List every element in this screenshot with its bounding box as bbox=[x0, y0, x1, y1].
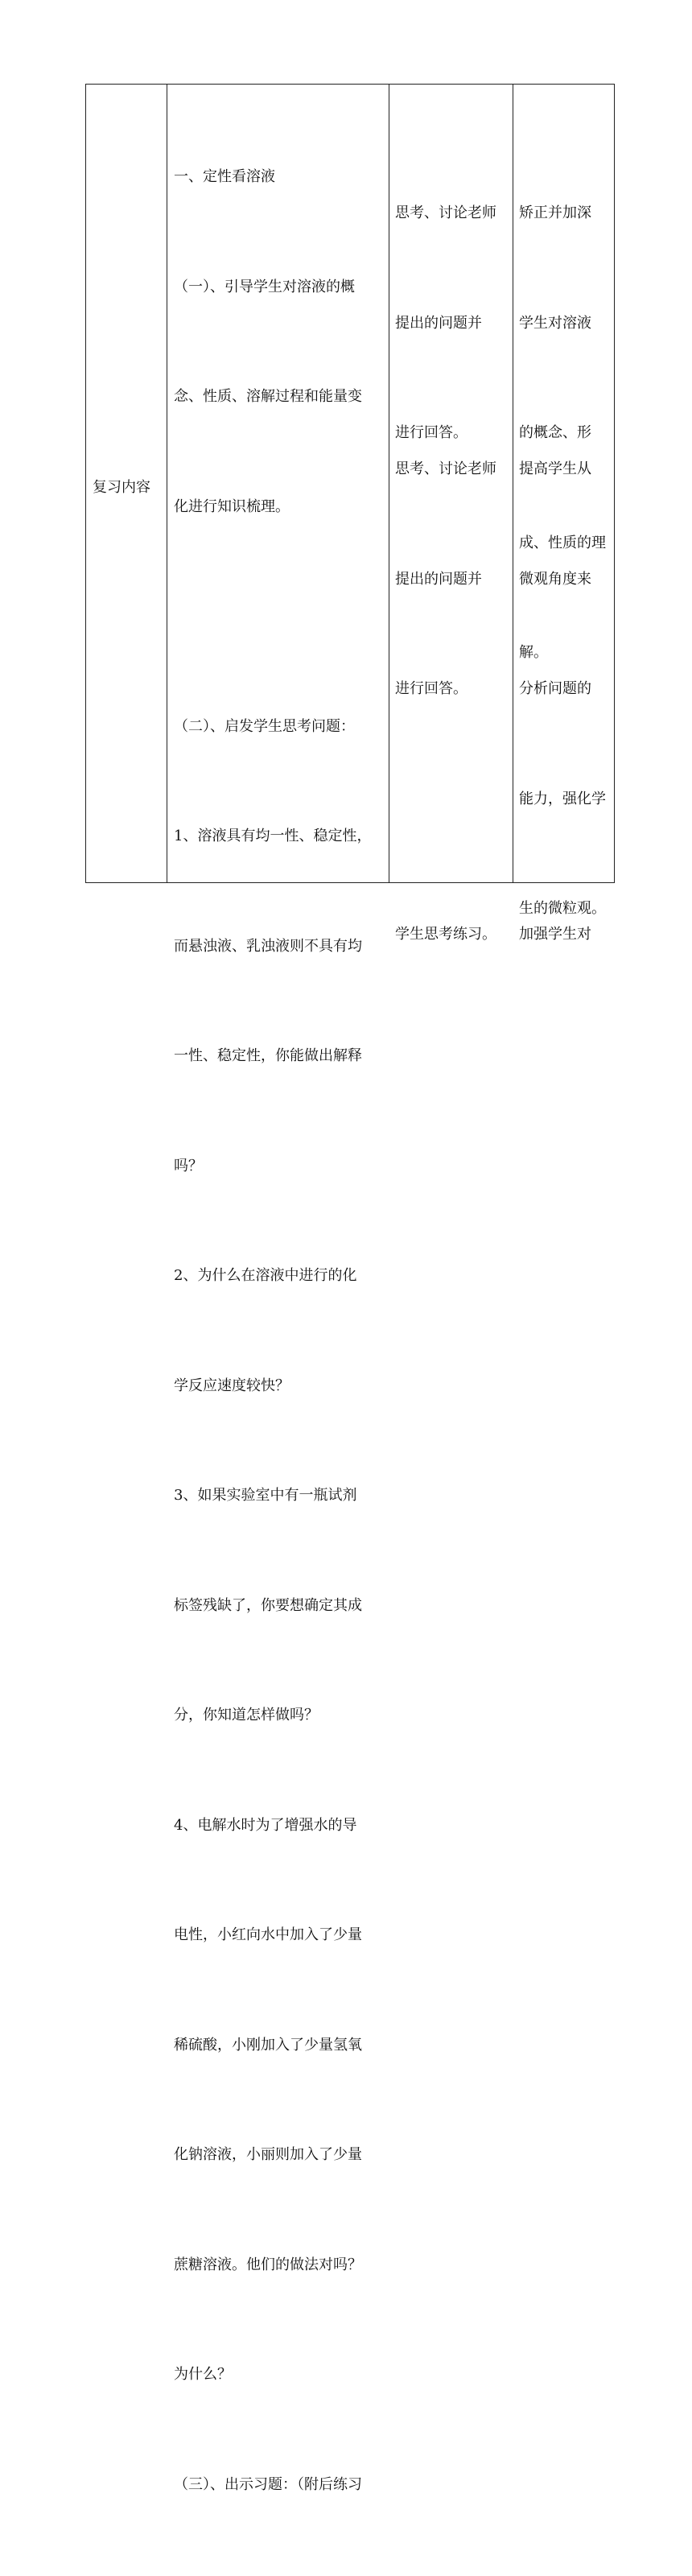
content-line: 吗？ bbox=[174, 1157, 203, 1174]
content-line: 思考、讨论老师 bbox=[395, 460, 496, 477]
content-line: 学生思考练习。 bbox=[395, 926, 496, 943]
content-line: 提出的问题并 bbox=[395, 570, 482, 588]
content-line: 进行回答。 bbox=[395, 680, 468, 697]
section-label: 复习内容 bbox=[93, 479, 150, 496]
content-line: 一性、稳定性，你能做出解释 bbox=[174, 1047, 362, 1064]
content-line: （一）、引导学生对溶液的概 bbox=[174, 278, 355, 295]
content-line: 念、性质、溶解过程和能量变 bbox=[174, 388, 362, 405]
content-line: 一、定性看溶液 bbox=[174, 168, 275, 185]
content-line: 解。 bbox=[519, 644, 548, 661]
teacher-activity-cell bbox=[174, 85, 371, 2576]
content-line: 能力，强化学 bbox=[519, 790, 606, 807]
content-line: 稀硫酸，小刚加入了少量氢氧 bbox=[174, 2036, 362, 2054]
content-line: 提出的问题并 bbox=[395, 314, 482, 332]
content-line: 微观角度来 bbox=[519, 570, 591, 588]
content-line: 学生对溶液 bbox=[519, 314, 591, 332]
content-line: （二）、启发学生思考问题： bbox=[174, 717, 355, 735]
student-activity-block bbox=[395, 843, 496, 1026]
content-line: 4、电解水时为了增强水的导 bbox=[174, 1816, 357, 1834]
content-line: 学反应速度较快？ bbox=[174, 1377, 290, 1394]
design-intent-block bbox=[519, 843, 591, 1026]
content-line: 提高学生从 bbox=[519, 460, 591, 477]
content-line: 2、为什么在溶液中进行的化 bbox=[174, 1267, 357, 1284]
content-line: 分析问题的 bbox=[519, 680, 591, 697]
content-line: （三）、出示习题：（附后练习 bbox=[174, 2475, 362, 2493]
content-line: 1、溶液具有均一性、稳定性， bbox=[174, 828, 372, 844]
content-line: 的概念、形 bbox=[519, 424, 591, 441]
content-line: 电性，小红向水中加入了少量 bbox=[174, 1926, 362, 1943]
content-line: 矫正并加深 bbox=[519, 204, 591, 221]
content-line: 分，你知道怎样做吗？ bbox=[174, 1707, 319, 1724]
content-line: 为什么？ bbox=[174, 2366, 232, 2383]
content-line: 进行回答。 bbox=[395, 424, 468, 441]
content-line: 思考、讨论老师 bbox=[395, 204, 496, 221]
content-line: 成、性质的理 bbox=[519, 534, 606, 551]
content-line: 加强学生对 bbox=[519, 926, 591, 943]
content-line: 蔗糖溶液。他们的做法对吗？ bbox=[174, 2256, 362, 2273]
student-activity-block bbox=[395, 378, 496, 781]
content-line: 化进行知识梳理。 bbox=[174, 497, 290, 515]
content-line: 生的微粒观。 bbox=[519, 900, 606, 917]
content-line: 化钠溶液，小丽则加入了少量 bbox=[174, 2146, 362, 2163]
content-line: 3、如果实验室中有一瓶试剂 bbox=[174, 1487, 357, 1504]
content-line bbox=[174, 598, 371, 635]
lesson-plan-table bbox=[85, 84, 615, 2493]
content-line: 而悬浊液、乳浊液则不具有均 bbox=[174, 937, 362, 955]
content-line: 标签残缺了，你要想确定其成 bbox=[174, 1596, 362, 1614]
